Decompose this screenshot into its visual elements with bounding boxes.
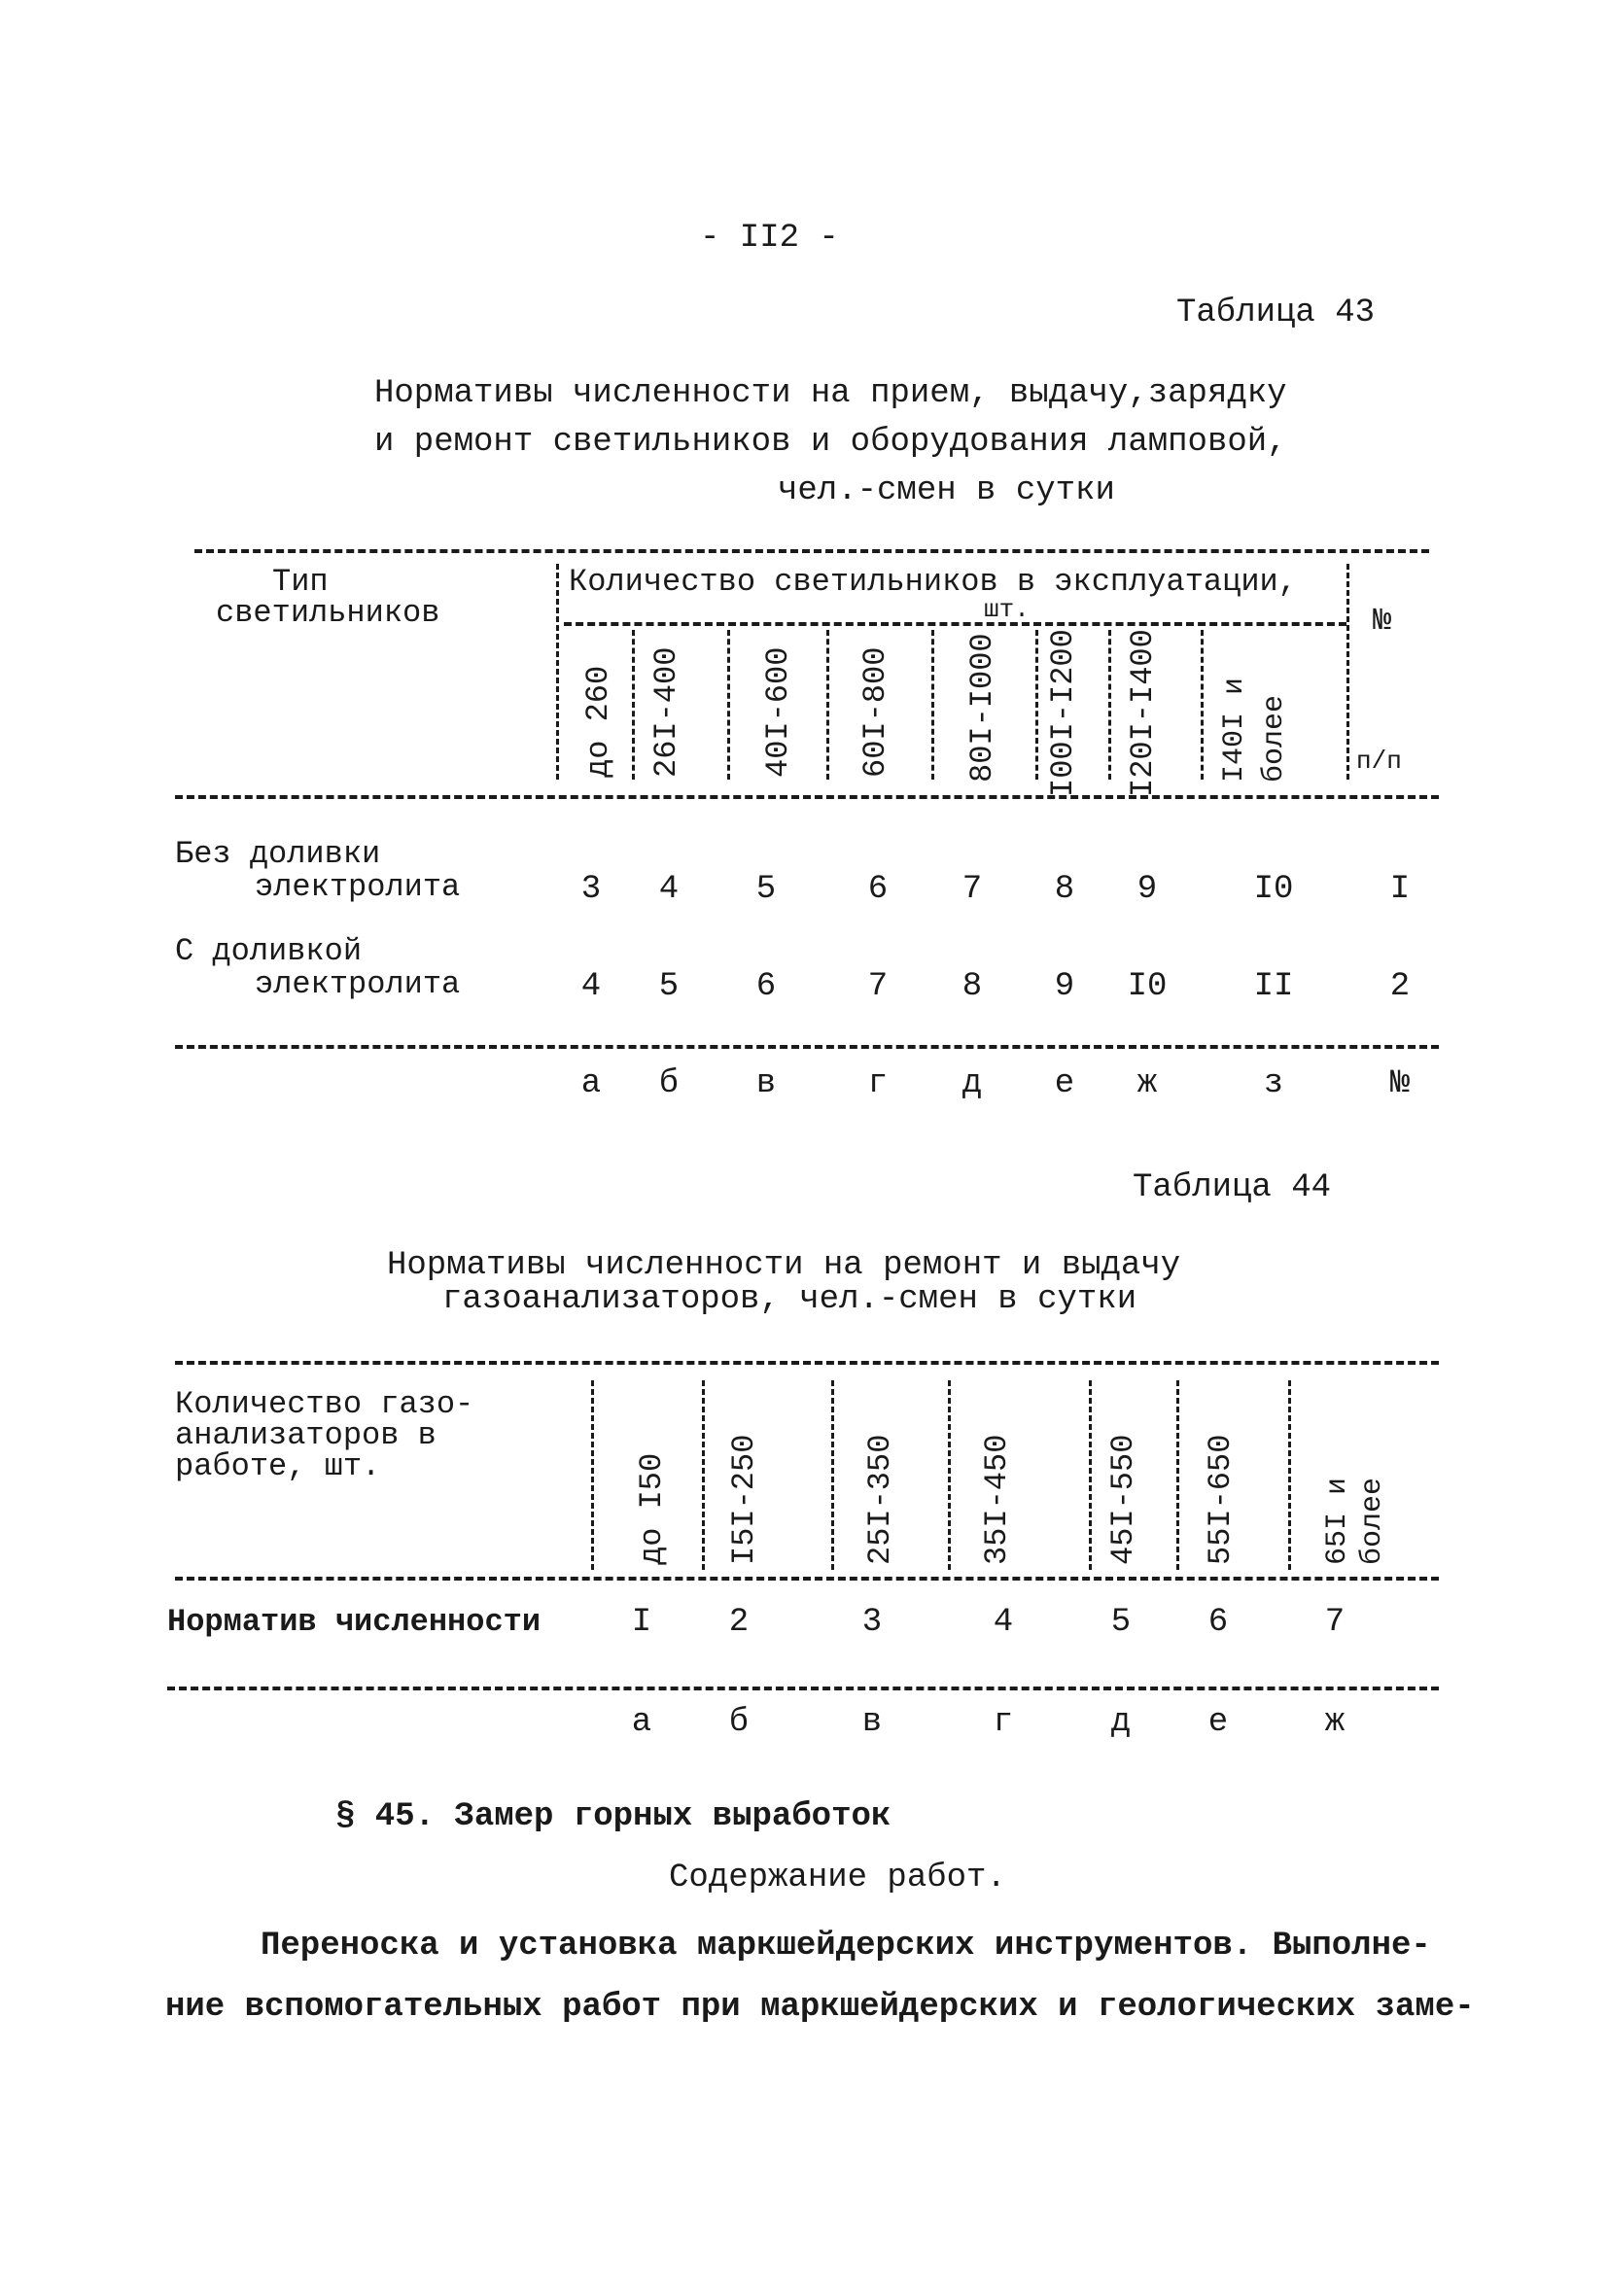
table44-col-divider	[1176, 1380, 1179, 1570]
table43-col-header: 40I-600	[760, 646, 796, 778]
table44-cell: 7	[1324, 1604, 1346, 1641]
table43-cell: 6	[867, 871, 889, 908]
table43-top-rule	[194, 549, 1429, 553]
table43-col-header: I20I-I400	[1125, 629, 1161, 797]
table43-col-header: 60I-800	[857, 646, 893, 778]
table43-divider-right	[1346, 564, 1349, 780]
table43-cell: 8	[1054, 871, 1075, 908]
table44-letter: а	[631, 1704, 652, 1741]
table43-header-rule	[175, 795, 1439, 799]
table43-cell: 5	[658, 968, 680, 1005]
table44-letter: б	[728, 1704, 750, 1741]
table44-col-divider	[702, 1380, 705, 1570]
table44-cell: 6	[1207, 1604, 1229, 1641]
table44-bottom-rule	[167, 1687, 1439, 1690]
table43-letter: а	[580, 1065, 602, 1102]
table43-col-divider	[826, 630, 829, 780]
table43-letter: г	[867, 1065, 889, 1102]
table44-col-header: 45I-550	[1105, 1434, 1141, 1565]
table43-cell: II	[1253, 968, 1294, 1005]
table43-letter: в	[755, 1065, 777, 1102]
table43-col-header: 26I-400	[648, 646, 684, 778]
table43-num-header: №	[1373, 603, 1392, 639]
table44-header-rule	[175, 1577, 1439, 1581]
table43-header-type-1: Тип	[272, 564, 329, 600]
table44-col-header: 55I-650	[1203, 1434, 1239, 1565]
table43-row-num: 2	[1389, 968, 1411, 1005]
table44-title-line1: Нормативы численности на ремонт и выдачу	[387, 1247, 1181, 1284]
table43-num-header-bottom: п/п	[1356, 747, 1402, 776]
table43-cell: 9	[1136, 871, 1158, 908]
table44-col-divider	[591, 1380, 594, 1570]
table43-title-line3: чел.-смен в сутки	[778, 472, 1115, 509]
table44-col-divider	[831, 1380, 834, 1570]
table43-col-header: 80I-I000	[964, 633, 1000, 783]
table43-letter: б	[658, 1065, 680, 1102]
table43-cell: 6	[755, 968, 777, 1005]
table43-row1-label-1: Без доливки	[175, 836, 381, 872]
table43-cell: 7	[867, 968, 889, 1005]
section-paragraph-line2: ние вспомогательных работ при маркшейдерских и геологических заме-	[165, 1989, 1475, 2026]
table43-title-line2: и ремонт светильников и оборудования ламповой,	[374, 424, 1287, 461]
table44-col-header: I5I-250	[726, 1434, 762, 1565]
section-heading: § 45. Замер горных выработок	[335, 1798, 891, 1835]
table43-cell: I0	[1253, 871, 1294, 908]
table44-cell: 2	[728, 1604, 750, 1641]
table43-cell: 4	[658, 871, 680, 908]
table44-col-divider	[1288, 1380, 1291, 1570]
table43-label: Таблица 43	[1176, 295, 1376, 331]
table44-letter: в	[861, 1704, 883, 1741]
table43-row2-label-1: С доливкой	[175, 933, 363, 969]
table43-letter: з	[1263, 1065, 1284, 1102]
section-subheading: Содержание работ.	[669, 1860, 1006, 1896]
page-number: - II2 -	[700, 220, 839, 257]
table43-group-header: Количество светильников в эксплуатации,	[569, 564, 1297, 600]
table44-title-line2: газоанализаторов, чел.-смен в сутки	[442, 1281, 1137, 1318]
table43-letter: е	[1054, 1065, 1075, 1102]
table44-col-divider	[948, 1380, 951, 1570]
table44-col-divider	[1089, 1380, 1092, 1570]
table43-row-num: I	[1389, 871, 1411, 908]
table43-cell: 8	[961, 968, 983, 1005]
table44-cell: I	[631, 1604, 652, 1641]
table44-col-header: 25I-350	[862, 1434, 898, 1565]
table43-title-line1: Нормативы численности на прием, выдачу,зарядку	[374, 375, 1287, 412]
table44-letter: д	[1110, 1704, 1132, 1741]
table43-cell: 9	[1054, 968, 1075, 1005]
table43-cell: 4	[580, 968, 602, 1005]
section-paragraph-line1: Переноска и установка маркшейдерских инструментов. Выполне-	[261, 1928, 1431, 1965]
table44-cell: 3	[861, 1604, 883, 1641]
table44-cell: 4	[993, 1604, 1014, 1641]
table44-cell: 5	[1110, 1604, 1132, 1641]
table43-letter: д	[961, 1065, 983, 1102]
table43-letters-num: №	[1389, 1065, 1411, 1102]
table44-top-rule	[175, 1361, 1439, 1365]
table44-letter: ж	[1324, 1704, 1346, 1741]
table43-letter: ж	[1136, 1065, 1158, 1102]
table44-label: Таблица 44	[1133, 1169, 1332, 1206]
table44-col-header: до I50	[634, 1452, 670, 1565]
table43-col-divider	[1201, 630, 1204, 780]
table44-col-header: 35I-450	[979, 1434, 1015, 1565]
table43-row1-label-2: электролита	[255, 869, 461, 905]
table44-header-2: анализаторов в	[175, 1417, 437, 1453]
table43-cell: 3	[580, 871, 602, 908]
table44-col-header: 65I и более	[1321, 1459, 1389, 1565]
table44-letter: е	[1207, 1704, 1229, 1741]
table43-row2-label-2: электролита	[255, 966, 461, 1002]
table43-col-header: I00I-I200	[1045, 629, 1081, 797]
table43-col-divider	[931, 630, 934, 780]
table43-cell: 5	[755, 871, 777, 908]
table44-header-3: работе, шт.	[175, 1448, 381, 1484]
table44-row-label: Норматив численности	[167, 1604, 542, 1640]
table43-cell: 7	[961, 871, 983, 908]
table43-divider-left	[556, 564, 559, 780]
table43-group-header-unit: шт.	[984, 595, 1030, 624]
table43-col-divider	[727, 630, 730, 780]
table43-col-header: I40I и более	[1218, 659, 1291, 783]
table43-col-divider	[1108, 630, 1111, 780]
table44-header-1: Количество газо-	[175, 1386, 474, 1422]
table43-bottom-rule	[175, 1045, 1439, 1049]
table43-col-divider	[632, 630, 635, 780]
table44-letter: г	[993, 1704, 1014, 1741]
table43-col-header: до 260	[580, 665, 616, 778]
table43-col-divider	[1035, 630, 1038, 780]
table43-cell: I0	[1127, 968, 1168, 1005]
table43-header-type-2: светильников	[216, 595, 440, 631]
